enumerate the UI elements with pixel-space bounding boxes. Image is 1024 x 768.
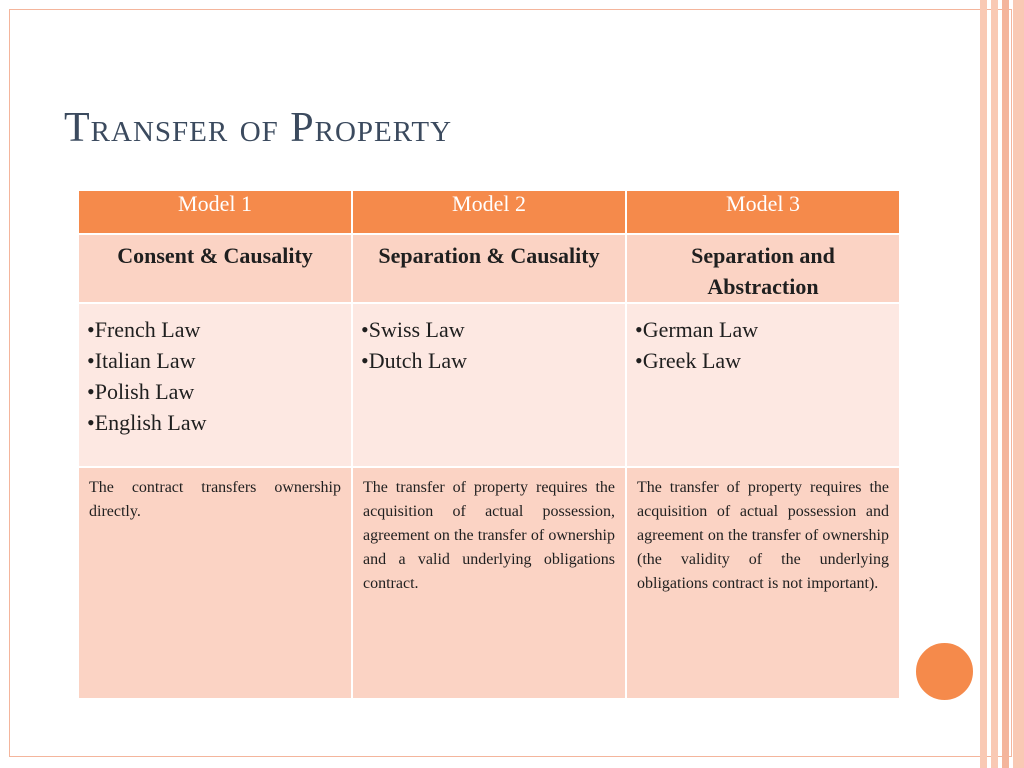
header-model-2: Model 2 bbox=[352, 190, 626, 234]
principle-model-3: Separation and Abstraction bbox=[626, 234, 900, 303]
list-item: •Polish Law bbox=[87, 379, 195, 404]
description-model-3: The transfer of property requires the acquisition of actual possession and agreement on the transfer of ownership (the validity of the underlying obligations contract is not important). bbox=[626, 467, 900, 699]
table-header-row bbox=[78, 190, 900, 234]
decorative-stripe bbox=[991, 0, 998, 768]
description-model-1: The contract transfers ownership directly. bbox=[78, 467, 352, 699]
header-model-1: Model 1 bbox=[78, 190, 352, 234]
decorative-circle bbox=[914, 641, 975, 702]
list-item: •English Law bbox=[87, 410, 207, 435]
description-row bbox=[78, 467, 900, 699]
laws-row bbox=[78, 303, 900, 467]
header-model-3: Model 3 bbox=[626, 190, 900, 234]
laws-model-1 bbox=[78, 303, 352, 467]
list-item: •Greek Law bbox=[635, 348, 742, 373]
principle-model-1: Consent & Causality bbox=[78, 234, 352, 303]
principle-model-2: Separation & Causality bbox=[352, 234, 626, 303]
list-item: •Italian Law bbox=[87, 348, 196, 373]
principle-row bbox=[78, 234, 900, 303]
laws-model-2 bbox=[352, 303, 626, 467]
decorative-stripe bbox=[1013, 0, 1024, 768]
decorative-stripe bbox=[1002, 0, 1009, 768]
list-item: •German Law bbox=[635, 317, 759, 342]
slide-title: Transfer of Property bbox=[64, 105, 453, 151]
models-table bbox=[77, 189, 901, 700]
description-model-2: The transfer of property requires the acquisition of actual possession, agreement on the transfer of ownership and a valid underlying obligations contract. bbox=[352, 467, 626, 699]
list-item: •Swiss Law bbox=[361, 317, 465, 342]
list-item: •Dutch Law bbox=[361, 348, 468, 373]
laws-model-3 bbox=[626, 303, 900, 467]
list-item: •French Law bbox=[87, 317, 201, 342]
decorative-stripe bbox=[980, 0, 987, 768]
